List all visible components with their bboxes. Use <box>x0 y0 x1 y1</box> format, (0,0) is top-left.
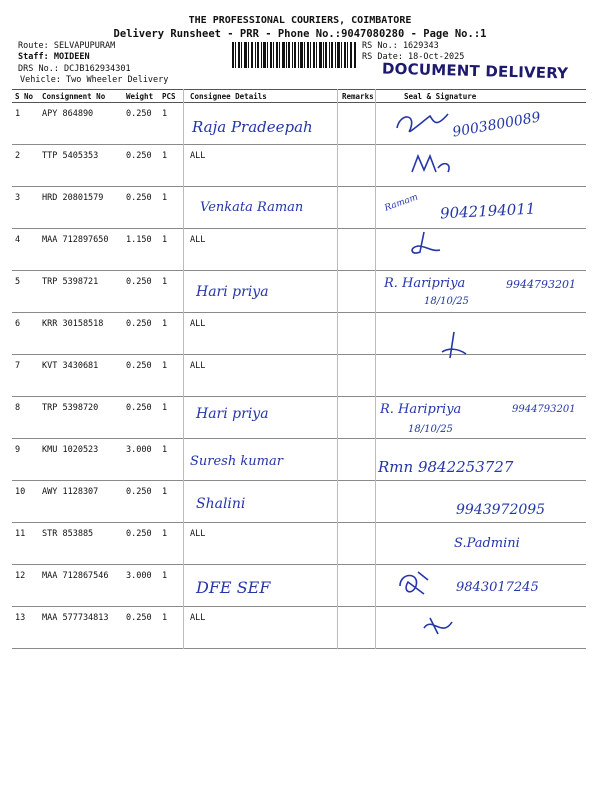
handwritten-sig-row9: Rmn 9842253727 <box>378 458 514 476</box>
cell-sno: 10 <box>12 481 39 523</box>
cell-pcs: 1 <box>159 103 187 145</box>
cell-sno: 8 <box>12 397 39 439</box>
cell-consignment-no: MAA 712867546 <box>39 565 123 607</box>
cell-weight: 0.250 <box>123 271 159 313</box>
signature-row4 <box>404 230 444 260</box>
cell-sno: 4 <box>12 229 39 271</box>
cell-consignee-details: ALL <box>187 355 339 397</box>
cell-remarks <box>339 355 376 397</box>
cell-sno: 12 <box>12 565 39 607</box>
handwritten-sig-row8: R. Haripriya <box>380 402 462 417</box>
rs-number: RS No.: 1629343 <box>362 41 439 51</box>
cell-consignment-no: MAA 712897650 <box>39 229 123 271</box>
cell-consignment-no: APY 864890 <box>39 103 123 145</box>
col-weight: Weight <box>123 90 159 103</box>
drs-label: DRS No.: DCJB162934301 <box>18 64 131 74</box>
cell-seal-signature <box>376 313 586 355</box>
runsheet-subtitle: Delivery Runsheet - PRR - Phone No.:9047080280 - Page No.:1 <box>113 28 487 40</box>
handwritten-phone-row12: 9843017245 <box>456 580 539 595</box>
col-pcs: PCS <box>159 90 187 103</box>
cell-weight: 0.250 <box>123 481 159 523</box>
cell-weight: 3.000 <box>123 565 159 607</box>
cell-weight: 0.250 <box>123 145 159 187</box>
company-title: THE PROFESSIONAL COURIERS, COIMBATORE <box>188 15 412 26</box>
cell-weight: 0.250 <box>123 523 159 565</box>
column-divider <box>375 89 376 649</box>
handwritten-phone-row1: 9003800089 <box>451 109 542 141</box>
cell-remarks <box>339 397 376 439</box>
document-delivery-stamp: DOCUMENT DELIVERY <box>381 59 569 83</box>
cell-weight: 0.250 <box>123 187 159 229</box>
route-label: Route: SELVAPUPURAM <box>18 41 116 51</box>
cell-remarks <box>339 187 376 229</box>
table-row <box>12 229 586 271</box>
signature-row13 <box>420 612 456 638</box>
cell-seal-signature <box>376 607 586 649</box>
cell-weight: 0.250 <box>123 397 159 439</box>
column-divider <box>183 89 184 649</box>
cell-pcs: 1 <box>159 397 187 439</box>
handwritten-name-row3: Venkata Raman <box>200 200 304 215</box>
cell-remarks <box>339 523 376 565</box>
cell-remarks <box>339 565 376 607</box>
handwritten-date-row5: 18/10/25 <box>424 296 469 307</box>
cell-pcs: 1 <box>159 607 187 649</box>
cell-sno: 7 <box>12 355 39 397</box>
handwritten-name-row8: Hari priya <box>196 406 269 422</box>
cell-sno: 11 <box>12 523 39 565</box>
cell-consignee-details: ALL <box>187 145 339 187</box>
cell-remarks <box>339 607 376 649</box>
cell-remarks <box>339 103 376 145</box>
table-header-row <box>12 90 586 103</box>
cell-weight: 0.250 <box>123 355 159 397</box>
cell-consignment-no: MAA 577734813 <box>39 607 123 649</box>
cell-consignee-details: ALL <box>187 229 339 271</box>
cell-remarks <box>339 313 376 355</box>
col-remarks: Remarks <box>339 90 376 103</box>
cell-remarks <box>339 271 376 313</box>
cell-remarks <box>339 229 376 271</box>
cell-weight: 0.250 <box>123 103 159 145</box>
cell-consignment-no: TRP 5398721 <box>39 271 123 313</box>
col-sno: S No <box>12 90 39 103</box>
cell-weight: 3.000 <box>123 439 159 481</box>
cell-sno: 5 <box>12 271 39 313</box>
signature-row6 <box>436 330 476 364</box>
cell-consignment-no: TTP 5405353 <box>39 145 123 187</box>
handwritten-name-row9: Suresh kumar <box>190 454 283 469</box>
cell-sno: 3 <box>12 187 39 229</box>
cell-consignment-no: TRP 5398720 <box>39 397 123 439</box>
cell-consignment-no: KRR 30158518 <box>39 313 123 355</box>
cell-remarks <box>339 481 376 523</box>
vehicle-label: Vehicle: Two Wheeler Delivery <box>20 75 169 85</box>
cell-sno: 2 <box>12 145 39 187</box>
table-row <box>12 313 586 355</box>
cell-remarks <box>339 145 376 187</box>
cell-pcs: 1 <box>159 313 187 355</box>
table-row <box>12 397 586 439</box>
cell-sno: 6 <box>12 313 39 355</box>
cell-consignment-no: HRD 20801579 <box>39 187 123 229</box>
cell-seal-signature <box>376 355 586 397</box>
cell-pcs: 1 <box>159 355 187 397</box>
cell-consignee-details: ALL <box>187 313 339 355</box>
handwritten-phone-row5: 9944793201 <box>506 278 576 291</box>
handwritten-sig-row3: Ramam <box>383 192 420 214</box>
handwritten-phone-row10: 9943972095 <box>456 502 546 518</box>
handwritten-name-row12: DFE SEF <box>196 578 271 597</box>
handwritten-name-row1: Raja Pradeepah <box>192 118 313 136</box>
table-row <box>12 607 586 649</box>
cell-pcs: 1 <box>159 565 187 607</box>
cell-pcs: 1 <box>159 229 187 271</box>
cell-consignment-no: AWY 1128307 <box>39 481 123 523</box>
cell-weight: 1.150 <box>123 229 159 271</box>
cell-pcs: 1 <box>159 271 187 313</box>
cell-pcs: 1 <box>159 145 187 187</box>
signature-row1 <box>392 108 452 138</box>
handwritten-name-row5: Hari priya <box>196 284 269 300</box>
cell-sno: 13 <box>12 607 39 649</box>
col-signature: Seal & Signature <box>376 90 586 103</box>
col-consignee: Consignee Details <box>187 90 339 103</box>
handwritten-name-row10: Shalini <box>196 496 246 512</box>
rs-date: RS Date: 18-Oct-2025 <box>362 52 465 62</box>
col-consignment: Consignment No <box>39 90 123 103</box>
runsheet-table <box>12 89 586 649</box>
cell-pcs: 1 <box>159 523 187 565</box>
cell-pcs: 1 <box>159 481 187 523</box>
handwritten-sig-row5: R. Haripriya <box>384 276 466 291</box>
cell-weight: 0.250 <box>123 607 159 649</box>
handwritten-phone-row8: 9944793201 <box>512 404 576 415</box>
cell-weight: 0.250 <box>123 313 159 355</box>
cell-remarks <box>339 439 376 481</box>
cell-consignee-details: ALL <box>187 607 339 649</box>
staff-label: Staff: MOIDEEN <box>18 52 90 62</box>
cell-sno: 1 <box>12 103 39 145</box>
cell-consignment-no: KMU 1020523 <box>39 439 123 481</box>
signature-row12 <box>394 568 436 600</box>
handwritten-phone-row3: 9042194011 <box>439 199 536 223</box>
signature-row2 <box>408 150 458 178</box>
cell-pcs: 1 <box>159 439 187 481</box>
cell-consignee-details: ALL <box>187 523 339 565</box>
table-row <box>12 271 586 313</box>
column-divider <box>337 89 338 649</box>
table-row <box>12 355 586 397</box>
table-row <box>12 145 586 187</box>
cell-consignment-no: KVT 3430681 <box>39 355 123 397</box>
cell-sno: 9 <box>12 439 39 481</box>
handwritten-date-row8: 18/10/25 <box>408 424 453 435</box>
cell-pcs: 1 <box>159 187 187 229</box>
cell-consignment-no: STR 853885 <box>39 523 123 565</box>
barcode-image <box>232 42 356 68</box>
handwritten-sig-row11: S.Padmini <box>454 536 520 551</box>
